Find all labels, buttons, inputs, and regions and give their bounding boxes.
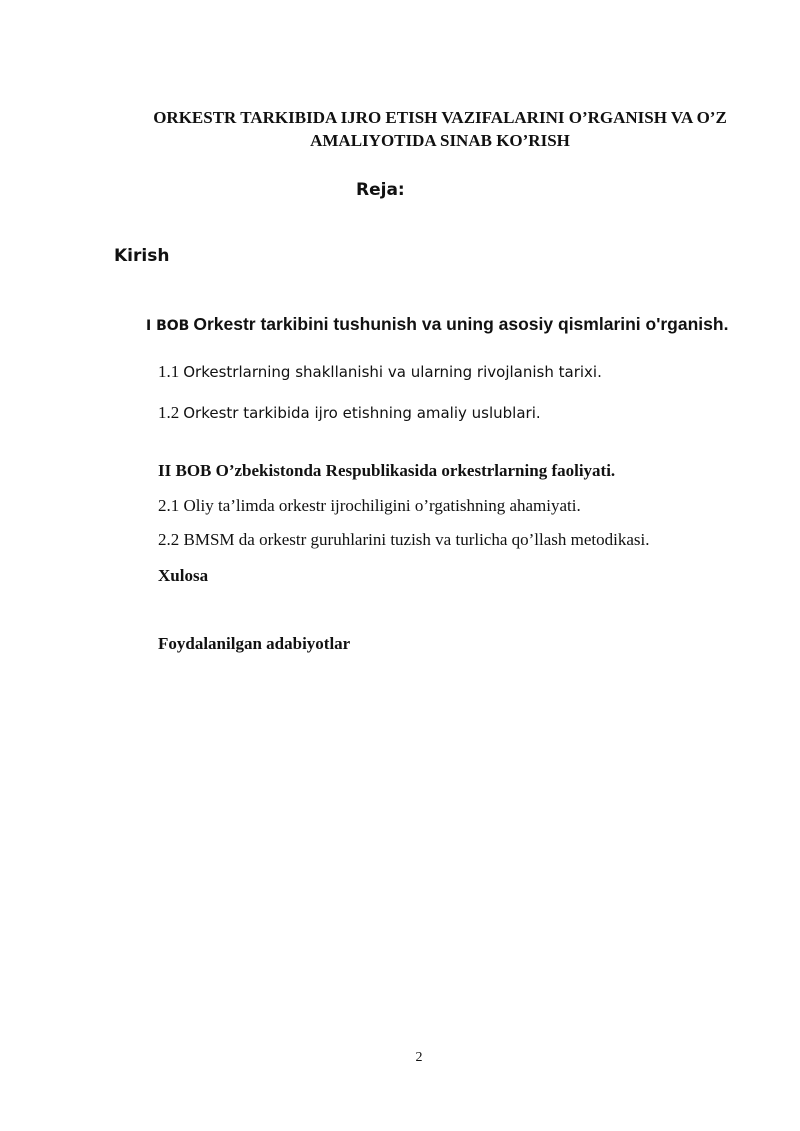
references-heading: Foydalanilgan adabiyotlar — [158, 634, 351, 653]
conclusion-heading: Xulosa — [158, 566, 209, 585]
section-2-2: 2.2 BMSM da orkestr guruhlarini tuzish va turlicha qo’llash metodikasi. — [158, 530, 650, 549]
section-1-2-text: Orkestr tarkibida ijro etishning amaliy uslublari. — [183, 404, 541, 422]
section-1-1-number: 1.1 — [158, 362, 180, 381]
chapter-2-heading: II BOB O’zbekistonda Respublikasida orkestrlarning faoliyati. — [158, 461, 616, 480]
section-2-1: 2.1 Oliy ta’limda orkestr ijrochiligini o’rgatishning ahamiyati. — [158, 496, 581, 515]
section-1-1-text: Orkestrlarning shakllanishi va ularning rivojlanish tarixi. — [183, 363, 602, 381]
plan-heading: Reja: — [356, 180, 405, 200]
section-1-2 — [158, 403, 541, 423]
page-number: 2 — [415, 1050, 423, 1065]
chapter-1-title: Orkestr tarkibini tushunish va uning asosiy qismlarini o'rganish. — [193, 314, 729, 334]
section-1-2-number: 1.2 — [158, 403, 180, 422]
chapter-1-heading — [146, 314, 728, 335]
section-1-1 — [158, 362, 602, 382]
chapter-1-prefix: I BOB — [146, 318, 190, 334]
document-title: ORKESTR TARKIBIDA IJRO ETISH VAZIFALARINI O’RGANISH VA O’Z AMALIYOTIDA SINAB KO’RISH — [153, 108, 727, 150]
intro-heading: Kirish — [114, 246, 170, 266]
